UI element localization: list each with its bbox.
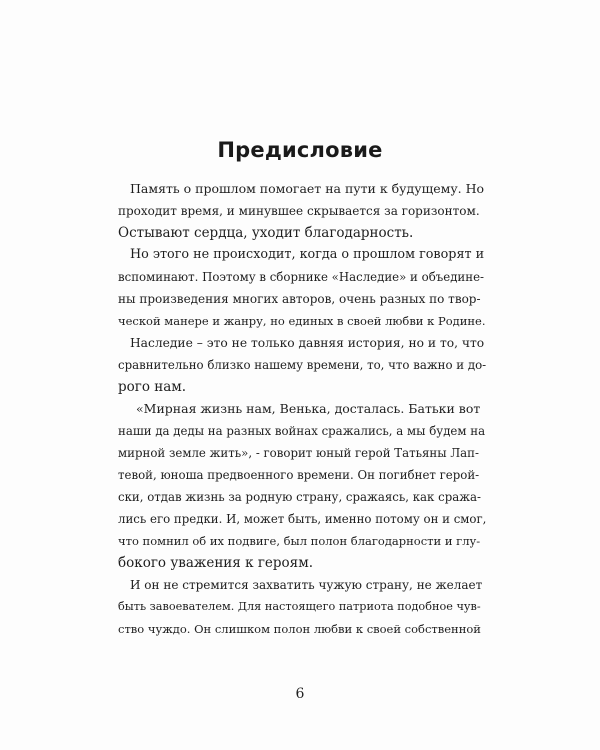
text-line: Остывают сердца, уходит благодарность. <box>118 225 414 241</box>
text-line: ски, отдав жизнь за родную страну, сражаясь, как сража- <box>118 490 482 504</box>
text-line: сравнительно близко нашему времени, то, что важно и до- <box>118 358 486 372</box>
page-number: 6 <box>295 686 305 702</box>
text-line: наши да деды на разных войнах сражались, а мы будем на <box>118 424 486 438</box>
text-line: Память о прошлом помогает на пути к будущему. Но <box>130 181 485 196</box>
text-line: «Мирная жизнь нам, Венька, досталась. Батьки вот <box>136 401 481 416</box>
text-line: И он не стремится захватить чужую страну, не желает <box>130 578 483 592</box>
page-title: Предисловие <box>217 138 383 162</box>
text-line: что помнил об их подвиге, был полон благодарности и глу- <box>118 534 481 548</box>
text-line: Наследие – это не только давняя история, но и то, что <box>130 336 485 350</box>
text-line: ческой манере и жанру, но единых в своей любви к Родине. <box>118 314 486 328</box>
text-line: ны произведения многих авторов, очень разных по твор- <box>118 292 481 306</box>
text-line: бокого уважения к героям. <box>118 555 313 571</box>
text-line: вспоминают. Поэтому в сборнике «Наследие» и объедине- <box>118 270 485 284</box>
text-line: Но этого не происходит, когда о прошлом говорят и <box>130 247 485 262</box>
text-line: лись его предки. И, может быть, именно потому он и смог, <box>118 512 486 526</box>
text-line: быть завоевателем. Для настоящего патриота подобное чув- <box>118 600 481 613</box>
text-line: мирной земле жить», - говорит юный герой Татьяны Лап- <box>118 446 479 460</box>
text-line: ство чуждо. Он слишком полон любви к своей собственной <box>118 622 481 636</box>
text-line: тевой, юноша предвоенного времени. Он погибнет герой- <box>118 468 480 482</box>
text-line: проходит время, и минувшее скрывается за горизонтом. <box>118 204 480 218</box>
text-line: рого нам. <box>118 379 187 395</box>
